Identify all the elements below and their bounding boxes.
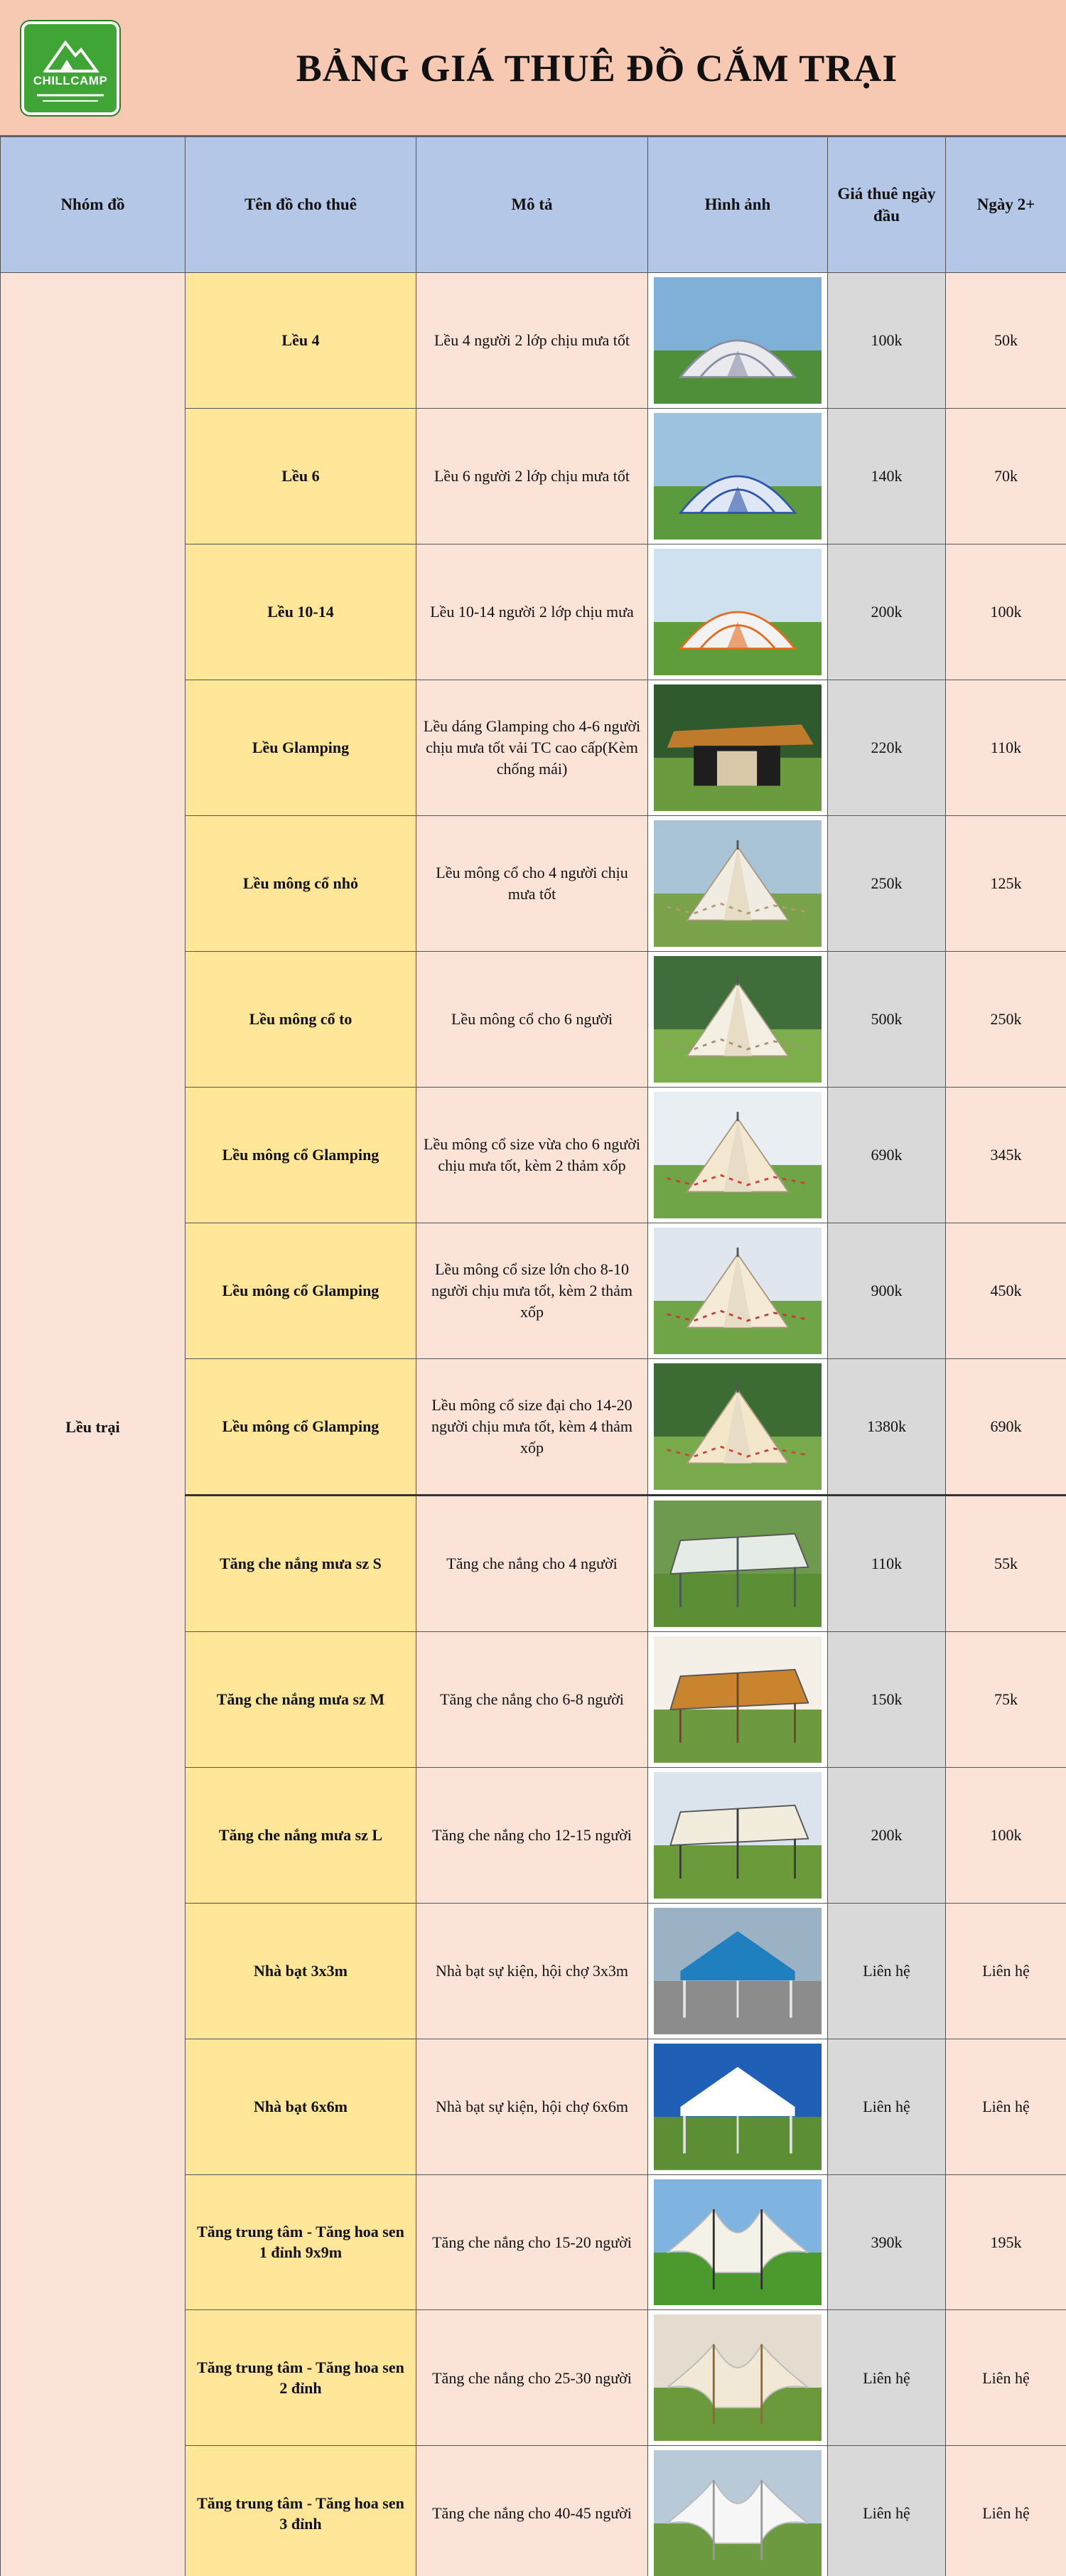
item-description: Lều dáng Glamping cho 4-6 người chịu mưa tốt vải TC cao cấp(Kèm chống mái) bbox=[416, 680, 648, 816]
item-image-cell bbox=[648, 544, 828, 680]
column-header-description: Mô tả bbox=[416, 137, 648, 273]
first-day-price: 200k bbox=[828, 1767, 946, 1903]
item-image-cell bbox=[648, 2446, 828, 2576]
first-day-price: 900k bbox=[828, 1223, 946, 1359]
item-name: Nhà bạt 3x3m bbox=[185, 1903, 416, 2039]
item-name: Tăng che nắng mưa sz M bbox=[185, 1631, 416, 1767]
first-day-price: 1380k bbox=[828, 1359, 946, 1496]
item-image-cell bbox=[648, 1088, 828, 1223]
bell-tent-glamping-icon bbox=[654, 1092, 822, 1218]
item-name: Nhà bạt 6x6m bbox=[185, 2039, 416, 2174]
first-day-price: 390k bbox=[828, 2174, 946, 2310]
item-description: Lều 10-14 người 2 lớp chịu mưa bbox=[416, 544, 648, 680]
item-name: Lều 4 bbox=[185, 273, 416, 409]
tarp-s-icon bbox=[654, 1501, 822, 1627]
item-image-cell bbox=[648, 816, 828, 952]
item-name: Tăng che nắng mưa sz S bbox=[185, 1495, 416, 1631]
first-day-price: 110k bbox=[828, 1495, 946, 1631]
star-tent-3-icon bbox=[654, 2450, 822, 2576]
item-name: Tăng trung tâm - Tăng hoa sen 1 đỉnh 9x9m bbox=[185, 2174, 416, 2310]
first-day-price: 140k bbox=[828, 409, 946, 544]
bell-tent-glamping-icon bbox=[654, 1363, 822, 1490]
next-day-price: 55k bbox=[946, 1495, 1066, 1631]
page-title: BẢNG GIÁ THUÊ ĐỒ CẮM TRẠI bbox=[296, 47, 898, 90]
item-name: Lều mông cổ Glamping bbox=[185, 1088, 416, 1223]
item-image-cell bbox=[648, 680, 828, 816]
next-day-price: 125k bbox=[946, 816, 1066, 952]
title-bar bbox=[0, 0, 1066, 136]
item-image-cell bbox=[648, 409, 828, 544]
bell-tent-large-icon bbox=[654, 956, 822, 1083]
item-name: Lều mông cổ to bbox=[185, 952, 416, 1088]
item-description: Lều mông cổ cho 6 người bbox=[416, 952, 648, 1088]
item-name: Lều mông cổ nhỏ bbox=[185, 816, 416, 952]
tarp-l-icon bbox=[654, 1772, 822, 1899]
table-body bbox=[1, 273, 1066, 2576]
next-day-price: 195k bbox=[946, 2174, 1066, 2310]
item-name: Tăng trung tâm - Tăng hoa sen 2 đỉnh bbox=[185, 2310, 416, 2446]
dome-tent-grey-icon bbox=[654, 277, 822, 404]
first-day-price: Liên hệ bbox=[828, 2446, 946, 2576]
item-name: Lều Glamping bbox=[185, 680, 416, 816]
next-day-price: 110k bbox=[946, 680, 1066, 816]
next-day-price: 250k bbox=[946, 952, 1066, 1088]
item-name: Tăng trung tâm - Tăng hoa sen 3 đỉnh bbox=[185, 2446, 416, 2576]
next-day-price: 50k bbox=[946, 273, 1066, 409]
first-day-price: 250k bbox=[828, 816, 946, 952]
item-image-cell bbox=[648, 2310, 828, 2446]
item-description: Tăng che nắng cho 40-45 người bbox=[416, 2446, 648, 2576]
item-description: Lều mông cổ cho 4 người chịu mưa tốt bbox=[416, 816, 648, 952]
canopy-6x6-icon bbox=[654, 2044, 822, 2170]
first-day-price: 220k bbox=[828, 680, 946, 816]
item-image-cell bbox=[648, 1495, 828, 1631]
item-description: Tăng che nắng cho 4 người bbox=[416, 1495, 648, 1631]
glamping-tent-icon bbox=[654, 685, 822, 811]
first-day-price: 100k bbox=[828, 273, 946, 409]
next-day-price: 345k bbox=[946, 1088, 1066, 1223]
item-description: Tăng che nắng cho 25-30 người bbox=[416, 2310, 648, 2446]
next-day-price: Liên hệ bbox=[946, 2039, 1066, 2174]
item-description: Lều mông cổ size đại cho 14-20 người chịu mưa tốt, kèm 4 thảm xốp bbox=[416, 1359, 648, 1496]
column-header-first-day-price: Giá thuê ngày đầu bbox=[828, 137, 946, 273]
next-day-price: Liên hệ bbox=[946, 2310, 1066, 2446]
tarp-m-icon bbox=[654, 1636, 822, 1763]
item-description: Lều 6 người 2 lớp chịu mưa tốt bbox=[416, 409, 648, 544]
star-tent-1-icon bbox=[654, 2179, 822, 2306]
next-day-price: 690k bbox=[946, 1359, 1066, 1496]
column-header-group: Nhóm đồ bbox=[1, 137, 185, 273]
mountain-icon bbox=[24, 24, 117, 112]
item-name: Lều mông cổ Glamping bbox=[185, 1359, 416, 1496]
first-day-price: Liên hệ bbox=[828, 2310, 946, 2446]
item-image-cell bbox=[648, 1223, 828, 1359]
next-day-price: Liên hệ bbox=[946, 2446, 1066, 2576]
next-day-price: 70k bbox=[946, 409, 1066, 544]
item-description: Lều mông cổ size lớn cho 8-10 người chịu mưa tốt, kèm 2 thảm xốp bbox=[416, 1223, 648, 1359]
first-day-price: Liên hệ bbox=[828, 2039, 946, 2174]
item-image-cell bbox=[648, 2039, 828, 2174]
star-tent-2-icon bbox=[654, 2314, 822, 2441]
first-day-price: Liên hệ bbox=[828, 1903, 946, 2039]
first-day-price: 200k bbox=[828, 544, 946, 680]
bell-tent-glamping-icon bbox=[654, 1228, 822, 1354]
first-day-price: 150k bbox=[828, 1631, 946, 1767]
item-image-cell bbox=[648, 2174, 828, 2310]
item-name: Tăng che nắng mưa sz L bbox=[185, 1767, 416, 1903]
first-day-price: 690k bbox=[828, 1088, 946, 1223]
table-row bbox=[1, 273, 1066, 409]
column-header-image: Hình ảnh bbox=[648, 137, 828, 273]
next-day-price: 100k bbox=[946, 544, 1066, 680]
group-label: Lều trại bbox=[1, 273, 185, 2576]
column-header-next-day-price: Ngày 2+ bbox=[946, 137, 1066, 273]
first-day-price: 500k bbox=[828, 952, 946, 1088]
dome-tent-orange-icon bbox=[654, 549, 822, 675]
item-image-cell bbox=[648, 1903, 828, 2039]
item-image-cell bbox=[648, 952, 828, 1088]
column-header-name: Tên đồ cho thuê bbox=[185, 137, 416, 273]
table-header-row bbox=[1, 137, 1066, 273]
item-image-cell bbox=[648, 1631, 828, 1767]
chillcamp-logo bbox=[21, 21, 119, 115]
price-table bbox=[0, 136, 1066, 2576]
next-day-price: Liên hệ bbox=[946, 1903, 1066, 2039]
item-image-cell bbox=[648, 1767, 828, 1903]
canopy-3x3-icon bbox=[654, 1908, 822, 2034]
item-name: Lều 10-14 bbox=[185, 544, 416, 680]
item-description: Tăng che nắng cho 15-20 người bbox=[416, 2174, 648, 2310]
next-day-price: 75k bbox=[946, 1631, 1066, 1767]
item-image-cell bbox=[648, 1359, 828, 1496]
item-description: Nhà bạt sự kiện, hội chợ 3x3m bbox=[416, 1903, 648, 2039]
next-day-price: 100k bbox=[946, 1767, 1066, 1903]
dome-tent-blue-icon bbox=[654, 413, 822, 540]
item-description: Nhà bạt sự kiện, hội chợ 6x6m bbox=[416, 2039, 648, 2174]
bell-tent-small-icon bbox=[654, 820, 822, 947]
item-description: Lều 4 người 2 lớp chịu mưa tốt bbox=[416, 273, 648, 409]
item-image-cell bbox=[648, 273, 828, 409]
item-description: Tăng che nắng cho 12-15 người bbox=[416, 1767, 648, 1903]
next-day-price: 450k bbox=[946, 1223, 1066, 1359]
logo-text: CHILLCAMP bbox=[33, 74, 108, 87]
item-name: Lều mông cổ Glamping bbox=[185, 1223, 416, 1359]
item-name: Lều 6 bbox=[185, 409, 416, 544]
item-description: Tăng che nắng cho 6-8 người bbox=[416, 1631, 648, 1767]
item-description: Lều mông cổ size vừa cho 6 người chịu mưa tốt, kèm 2 thảm xốp bbox=[416, 1088, 648, 1223]
